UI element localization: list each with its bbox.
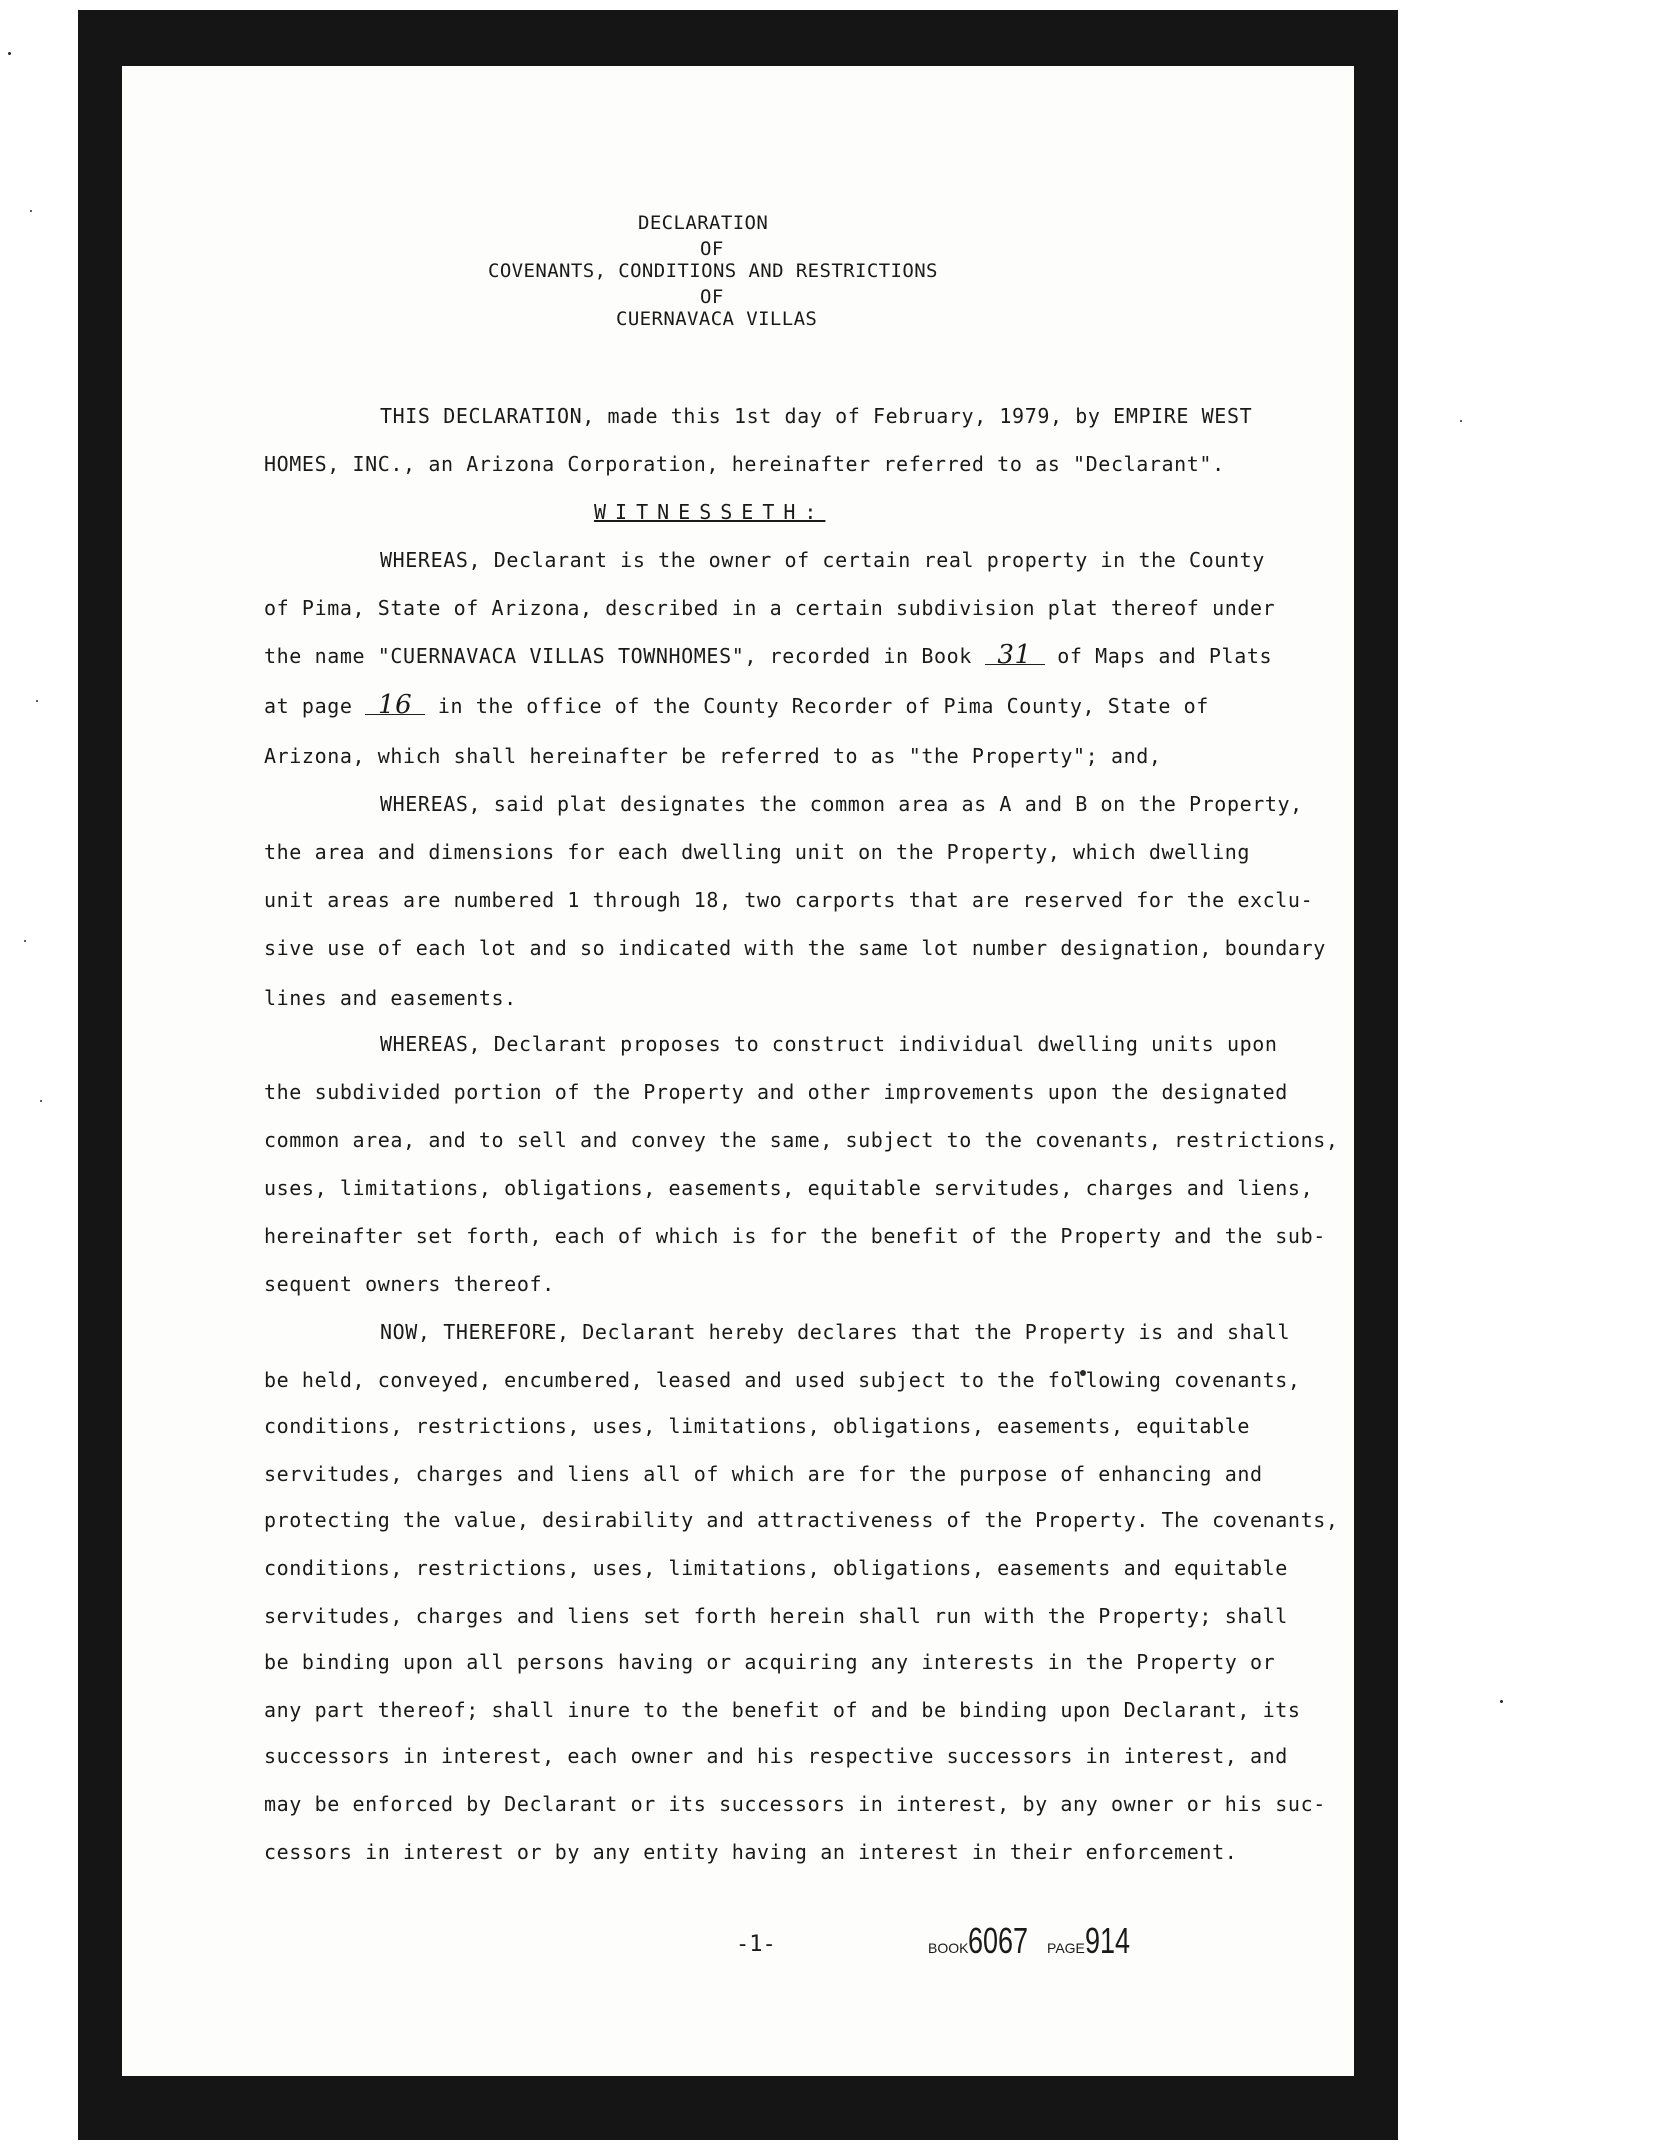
now-line-5: protecting the value, desirability and attractiveness of the Property. The covenants, bbox=[264, 1508, 1339, 1532]
now-line-4: servitudes, charges and liens all of which are for the purpose of enhancing and bbox=[264, 1462, 1263, 1486]
scan-speck bbox=[36, 700, 38, 702]
whereas3-line-2: the subdivided portion of the Property and other improvements upon the designated bbox=[264, 1080, 1288, 1104]
now-line-9: any part thereof; shall inure to the benefit of and be binding upon Declarant, its bbox=[264, 1698, 1301, 1722]
scan-speck bbox=[1460, 420, 1462, 422]
title-line-2: OF bbox=[700, 238, 724, 260]
whereas2-line-5: lines and easements. bbox=[264, 986, 517, 1010]
whereas2-line-1: WHEREAS, said plat designates the common area as A and B on the Property, bbox=[380, 792, 1303, 816]
title-line-1: DECLARATION bbox=[638, 212, 769, 234]
now-line-1: NOW, THEREFORE, Declarant hereby declares that the Property is and shall bbox=[380, 1320, 1291, 1344]
stamp-page-label: PAGE bbox=[1047, 1940, 1085, 1956]
scan-speck bbox=[24, 940, 26, 942]
whereas1-line-4-post: in the office of the County Recorder of Pima County, State of bbox=[437, 694, 1209, 718]
now-line-12: cessors in interest or by any entity having an interest in their enforcement. bbox=[264, 1840, 1238, 1864]
title-line-4: OF bbox=[700, 286, 724, 308]
now-line-10: successors in interest, each owner and his respective successors in interest, and bbox=[264, 1744, 1288, 1768]
now-line-2: be held, conveyed, encumbered, leased and used subject to the following covenants, bbox=[264, 1368, 1301, 1392]
whereas3-line-1: WHEREAS, Declarant proposes to construct individual dwelling units upon bbox=[380, 1032, 1278, 1056]
scan-speck bbox=[40, 1100, 42, 1102]
title-line-5: CUERNAVACA VILLAS bbox=[616, 308, 818, 330]
now-line-7: servitudes, charges and liens set forth herein shall run with the Property; shall bbox=[264, 1604, 1288, 1628]
scan-speck bbox=[8, 52, 11, 55]
whereas2-line-2: the area and dimensions for each dwelling unit on the Property, which dwelling bbox=[264, 840, 1250, 864]
now-line-8: be binding upon all persons having or acquiring any interests in the Property or bbox=[264, 1650, 1276, 1674]
whereas1-line-4 bbox=[264, 690, 1209, 720]
recording-stamp bbox=[928, 1920, 1145, 1962]
whereas1-line-1: WHEREAS, Declarant is the owner of certain real property in the County bbox=[380, 548, 1265, 572]
now-line-3: conditions, restrictions, uses, limitations, obligations, easements, equitable bbox=[264, 1414, 1250, 1438]
now-line-11: may be enforced by Declarant or its successors in interest, by any owner or his suc- bbox=[264, 1792, 1326, 1816]
page-number-handwritten: 16 bbox=[365, 696, 425, 715]
stamp-book-value: 6067 bbox=[968, 1920, 1029, 1961]
whereas1-line-5: Arizona, which shall hereinafter be referred to as "the Property"; and, bbox=[264, 744, 1162, 768]
stamp-book-label: BOOK bbox=[928, 1940, 969, 1956]
scan-speck bbox=[1500, 1700, 1503, 1703]
page-number: -1- bbox=[736, 1932, 776, 1957]
title-line-3: COVENANTS, CONDITIONS AND RESTRICTIONS bbox=[488, 260, 938, 282]
now-line-6: conditions, restrictions, uses, limitations, obligations, easements and equitable bbox=[264, 1556, 1288, 1580]
intro-line-1: THIS DECLARATION, made this 1st day of February, 1979, by EMPIRE WEST bbox=[380, 404, 1253, 428]
whereas2-line-4: sive use of each lot and so indicated with the same lot number designation, boundary bbox=[264, 936, 1326, 960]
whereas1-line-4-pre: at page bbox=[264, 694, 353, 718]
whereas3-line-6: sequent owners thereof. bbox=[264, 1272, 555, 1296]
intro-line-2: HOMES, INC., an Arizona Corporation, hereinafter referred to as "Declarant". bbox=[264, 452, 1225, 476]
whereas2-line-3: unit areas are numbered 1 through 18, two carports that are reserved for the exclu- bbox=[264, 888, 1314, 912]
whereas1-line-3 bbox=[264, 640, 1273, 670]
whereas1-line-2: of Pima, State of Arizona, described in a certain subdivision plat thereof under bbox=[264, 596, 1276, 620]
whereas1-line-3-post: of Maps and Plats bbox=[1057, 644, 1273, 668]
witnesseth-heading: WITNESSETH: bbox=[594, 500, 826, 524]
document-page bbox=[122, 66, 1354, 2076]
book-number-handwritten: 31 bbox=[985, 646, 1045, 665]
whereas3-line-5: hereinafter set forth, each of which is for the benefit of the Property and the sub- bbox=[264, 1224, 1326, 1248]
whereas3-line-4: uses, limitations, obligations, easements, equitable servitudes, charges and liens, bbox=[264, 1176, 1314, 1200]
whereas3-line-3: common area, and to sell and convey the same, subject to the covenants, restrictions, bbox=[264, 1128, 1339, 1152]
scan-speck bbox=[30, 210, 32, 212]
whereas1-line-3-pre: the name "CUERNAVACA VILLAS TOWNHOMES", recorded in Book bbox=[264, 644, 972, 668]
stamp-page-value: 914 bbox=[1084, 1920, 1130, 1961]
